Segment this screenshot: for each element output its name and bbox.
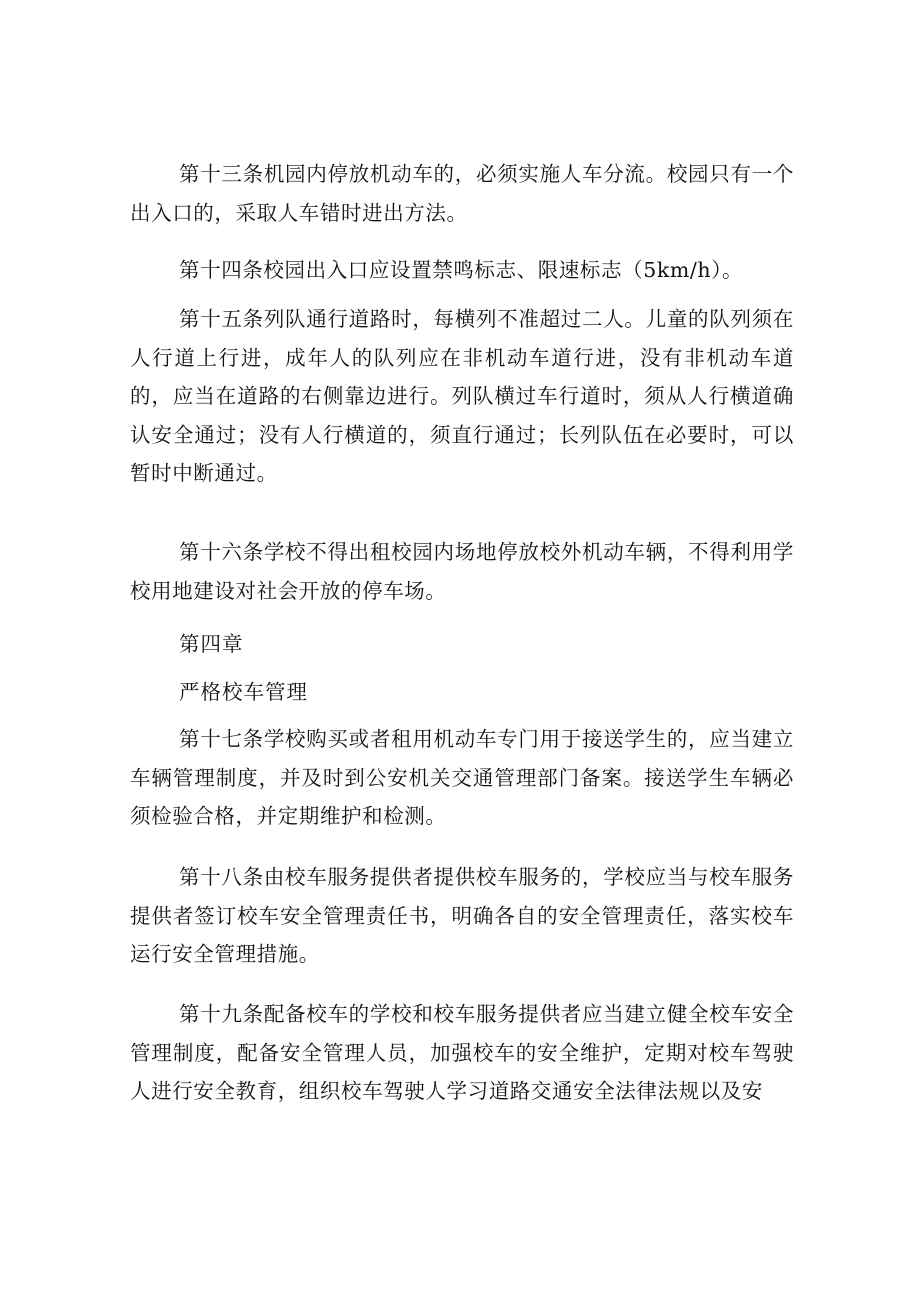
article-14-paragraph: 第十四条校园出入口应设置禁鸣标志、限速标志（5km/h）。 xyxy=(179,258,744,282)
article-13-paragraph: 第十三条机园内停放机动车的，必须实施人车分流。校园只有一个出入口的，采取人车错时进出方法。 xyxy=(130,162,794,225)
article-15-paragraph: 第十五条列队通行道路时，每横列不准超过二人。儿童的队列须在人行道上行进，成年人的队列应在非机动车道行进，没有非机动车道的，应当在道路的右侧靠边进行。列队横过车行道时，须从人行横道确认安全通过；没有人行横道的，须直行通过；长列队伍在必要时，可以暂时中断通过。 xyxy=(130,307,794,485)
chapter-title-heading: 严格校车管理 xyxy=(179,680,308,704)
chapter-number-heading: 第四章 xyxy=(179,632,244,656)
article-18-paragraph: 第十八条由校车服务提供者提供校车服务的，学校应当与校车服务提供者签订校车安全管理责任书，明确各自的安全管理责任，落实校车运行安全管理措施。 xyxy=(130,865,794,966)
article-16-paragraph: 第十六条学校不得出租校园内场地停放校外机动车辆，不得利用学校用地建设对社会开放的停车场。 xyxy=(130,540,794,603)
article-17-paragraph: 第十七条学校购买或者租用机动车专门用于接送学生的，应当建立车辆管理制度，并及时到公安机关交通管理部门备案。接送学生车辆必须检验合格，并定期维护和检测。 xyxy=(130,727,794,828)
article-19-paragraph: 第十九条配备校车的学校和校车服务提供者应当建立健全校车安全管理制度，配备安全管理人员，加强校车的安全维护，定期对校车驾驶人进行安全教育，组织校车驾驶人学习道路交通安全法律法规以及安 xyxy=(130,1002,794,1103)
